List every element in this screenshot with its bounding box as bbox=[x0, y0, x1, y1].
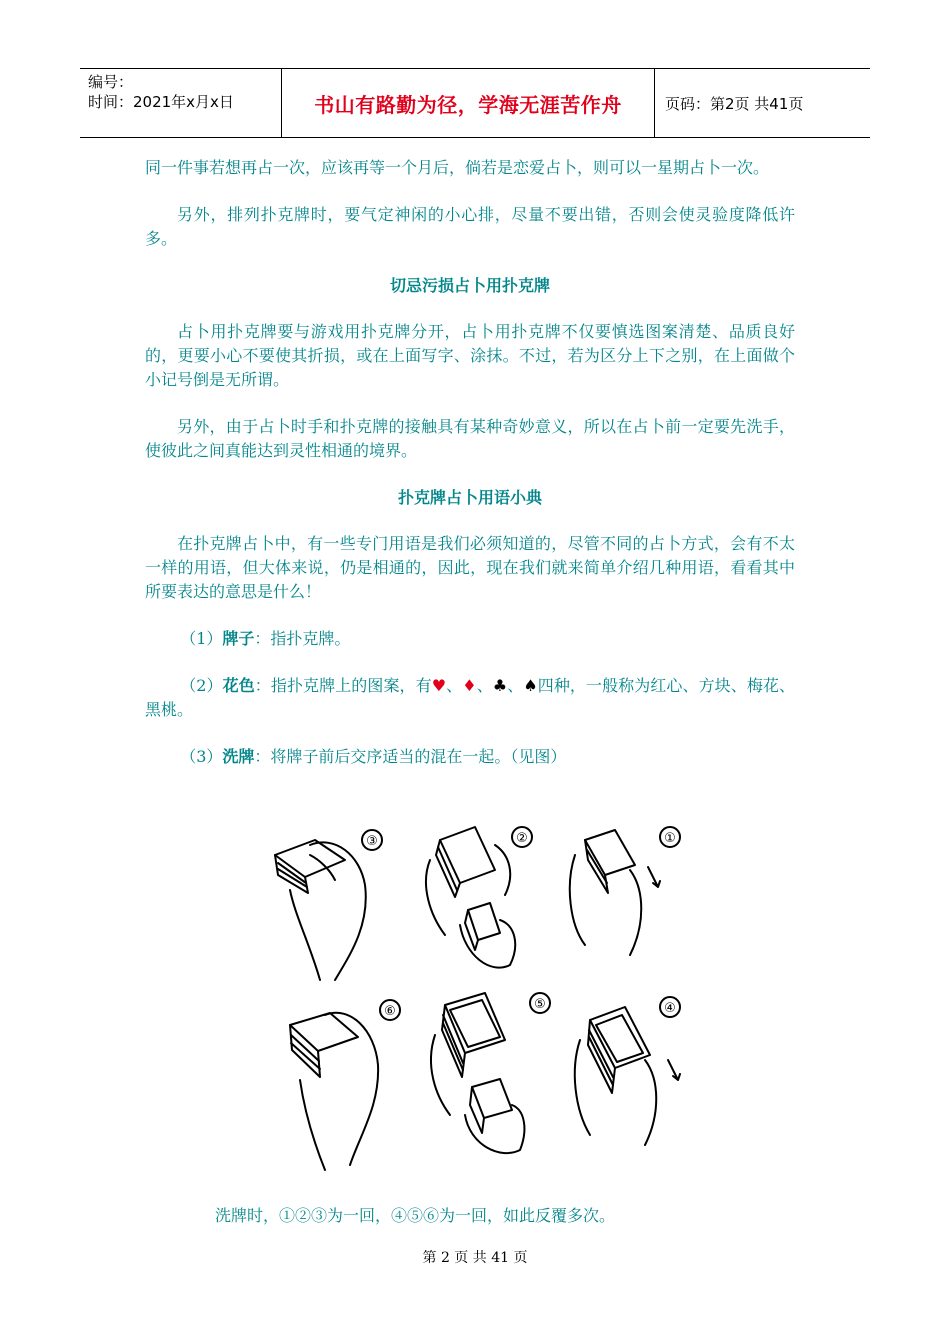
panel-5-drawing bbox=[431, 993, 550, 1153]
figure-caption: 洗牌时，①②③为一回，④⑤⑥为一回，如此反覆多次。 bbox=[215, 1206, 616, 1225]
page-footer: 第 2 页 共 41 页 bbox=[422, 1250, 528, 1266]
time-label: 时间：2021年x月x日 bbox=[88, 93, 234, 111]
term-number: （2） bbox=[180, 676, 223, 695]
term-item-1 bbox=[145, 627, 795, 651]
panel-4-drawing bbox=[575, 997, 680, 1145]
paragraph-3: 占卜用扑克牌要与游戏用扑克牌分开，占卜用扑克牌不仅要慎选图案清楚、品质良好的，更要小心不要使其折损，或在上面写字、涂抹。不过，若为区分上下之别，在上面做个小记号倒是无所谓。 bbox=[145, 322, 795, 389]
term-definition: ：指扑克牌上的图案，有 bbox=[254, 676, 432, 695]
term-number: （3） bbox=[180, 747, 223, 766]
spade-icon: ♠ bbox=[523, 676, 538, 695]
header-table bbox=[80, 68, 870, 138]
club-icon: ♣ bbox=[492, 676, 508, 695]
term-definition: ：指扑克牌。 bbox=[254, 629, 351, 648]
number-label: 编号： bbox=[88, 73, 134, 91]
panel-label-5: ⑤ bbox=[534, 997, 546, 1012]
panel-label-1: ① bbox=[664, 831, 676, 846]
paragraph-1: 同一件事若想再占一次，应该再等一个月后，倘若是恋爱占卜，则可以一星期占卜一次。 bbox=[145, 158, 770, 177]
term-item-3 bbox=[145, 745, 795, 769]
header-meta bbox=[80, 69, 282, 137]
heading-card-care: 切忌污损占卜用扑克牌 bbox=[389, 276, 550, 295]
panel-label-4: ④ bbox=[664, 1001, 676, 1016]
panel-1-drawing bbox=[570, 827, 680, 955]
term-name: 洗牌 bbox=[222, 747, 255, 766]
shuffle-illustration bbox=[250, 815, 700, 1180]
heart-icon: ♥ bbox=[431, 676, 447, 695]
panel-6-drawing bbox=[290, 1000, 400, 1170]
heading-glossary: 扑克牌占卜用语小典 bbox=[397, 488, 542, 507]
panel-label-2: ② bbox=[516, 831, 528, 846]
separator: 、 bbox=[507, 676, 524, 695]
header-motto: 书山有路勤为径，学海无涯苦作舟 bbox=[282, 69, 655, 137]
term-definition: ：将牌子前后交序适当的混在一起。（见图） bbox=[254, 747, 567, 766]
term-name: 牌子 bbox=[222, 629, 255, 648]
document-body bbox=[145, 156, 795, 792]
paragraph-2: 另外，排列扑克牌时，要气定神闲的小心排，尽量不要出错，否则会使灵验度降低许多。 bbox=[145, 205, 795, 248]
term-item-2 bbox=[145, 674, 795, 722]
paragraph-4: 另外，由于占卜时手和扑克牌的接触具有某种奇妙意义，所以在占卜前一定要先洗手，使彼此之间真能达到灵性相通的境界。 bbox=[145, 417, 795, 460]
panel-label-6: ⑥ bbox=[384, 1004, 396, 1019]
separator: 、 bbox=[476, 676, 493, 695]
panel-label-3: ③ bbox=[366, 834, 378, 849]
term-name: 花色 bbox=[222, 676, 255, 695]
diamond-icon: ♦ bbox=[462, 676, 477, 695]
term-definition-cont: 四种，一般称为红心、方块、梅花、黑桃。 bbox=[145, 676, 795, 719]
panel-2-drawing bbox=[426, 827, 532, 968]
term-number: （1） bbox=[180, 629, 223, 648]
panel-3-drawing bbox=[275, 830, 382, 980]
separator: 、 bbox=[446, 676, 463, 695]
header-page-info: 页码：第2页 共41页 bbox=[665, 94, 804, 113]
paragraph-5: 在扑克牌占卜中，有一些专门用语是我们必须知道的，尽管不同的占卜方式，会有不太一样的用语，但大体来说，仍是相通的，因此，现在我们就来简单介绍几种用语，看看其中所要表达的意思是什么！ bbox=[145, 534, 795, 601]
